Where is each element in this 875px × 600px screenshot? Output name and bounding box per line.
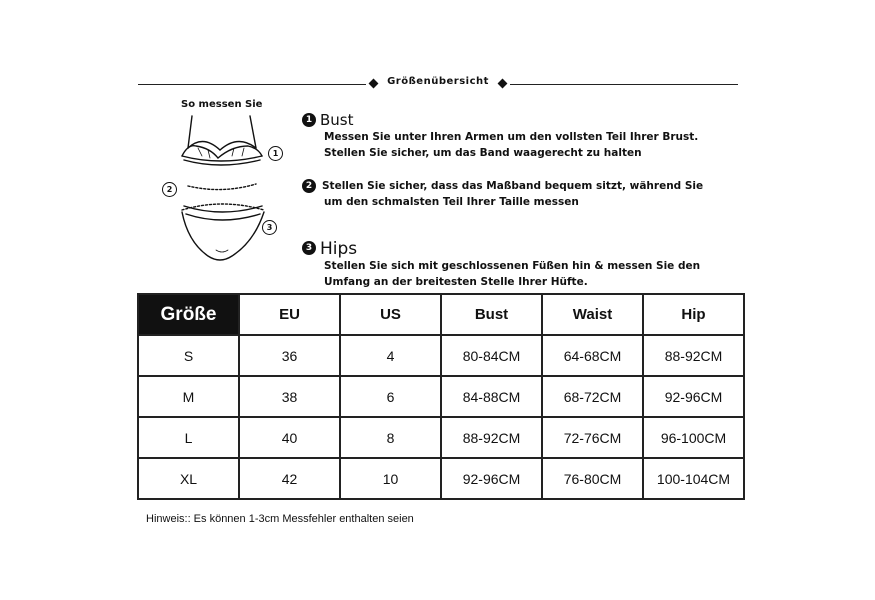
step-1-icon: 1 — [302, 113, 316, 127]
title-row — [138, 76, 738, 92]
marker-3: 3 — [262, 220, 277, 235]
cell: 10 — [340, 458, 441, 499]
section-waist — [302, 178, 703, 210]
header-waist: Waist — [542, 294, 643, 335]
header-size: Größe — [138, 294, 239, 335]
cell: 92-96CM — [441, 458, 542, 499]
cell: 76-80CM — [542, 458, 643, 499]
cell: M — [138, 376, 239, 417]
section-line: Stellen Sie sich mit geschlossenen Füßen hin & messen Sie den — [324, 260, 701, 272]
section-line: Stellen Sie sicher, um das Band waagerecht zu halten — [324, 147, 642, 159]
table-row — [138, 458, 744, 499]
figure-label: So messen Sie — [181, 99, 263, 110]
cell: 64-68CM — [542, 335, 643, 376]
header-bust: Bust — [441, 294, 542, 335]
bikini-icon — [158, 110, 288, 270]
cell: 80-84CM — [441, 335, 542, 376]
cell: 92-96CM — [643, 376, 744, 417]
cell: 84-88CM — [441, 376, 542, 417]
marker-1: 1 — [268, 146, 283, 161]
section-bust — [302, 111, 698, 161]
section-line: Stellen Sie sicher, dass das Maßband bequem sitzt, während Sie — [322, 180, 704, 192]
cell: 88-92CM — [441, 417, 542, 458]
section-title: Bust — [320, 111, 354, 129]
cell: 40 — [239, 417, 340, 458]
section-line: um den schmalsten Teil Ihrer Taille messen — [324, 196, 579, 208]
cell: 42 — [239, 458, 340, 499]
header-us: US — [340, 294, 441, 335]
cell: S — [138, 335, 239, 376]
cell: 100-104CM — [643, 458, 744, 499]
table-row — [138, 376, 744, 417]
cell: 6 — [340, 376, 441, 417]
table-row — [138, 335, 744, 376]
cell: 72-76CM — [542, 417, 643, 458]
header-hip: Hip — [643, 294, 744, 335]
section-title: Hips — [320, 239, 358, 259]
section-line: Messen Sie unter Ihren Armen um den vollsten Teil Ihrer Brust. — [324, 131, 699, 143]
cell: XL — [138, 458, 239, 499]
title-divider-right — [510, 84, 738, 85]
step-2-icon: 2 — [302, 179, 316, 193]
marker-2: 2 — [162, 182, 177, 197]
cell: 68-72CM — [542, 376, 643, 417]
cell: 4 — [340, 335, 441, 376]
section-hips — [302, 240, 700, 290]
cell: 8 — [340, 417, 441, 458]
header-eu: EU — [239, 294, 340, 335]
measurement-note: Hinweis:: Es können 1-3cm Messfehler enthalten seien — [146, 513, 414, 525]
cell: 88-92CM — [643, 335, 744, 376]
page-title: Größenübersicht — [387, 76, 489, 87]
section-line: Umfang an der breitesten Stelle Ihrer Hüfte. — [324, 276, 588, 288]
cell: 38 — [239, 376, 340, 417]
size-table — [137, 293, 745, 500]
table-header-row — [138, 294, 744, 335]
step-3-icon: 3 — [302, 241, 316, 255]
table-row — [138, 417, 744, 458]
cell: 36 — [239, 335, 340, 376]
cell: L — [138, 417, 239, 458]
cell: 96-100CM — [643, 417, 744, 458]
bikini-measure-illustration — [158, 110, 288, 270]
